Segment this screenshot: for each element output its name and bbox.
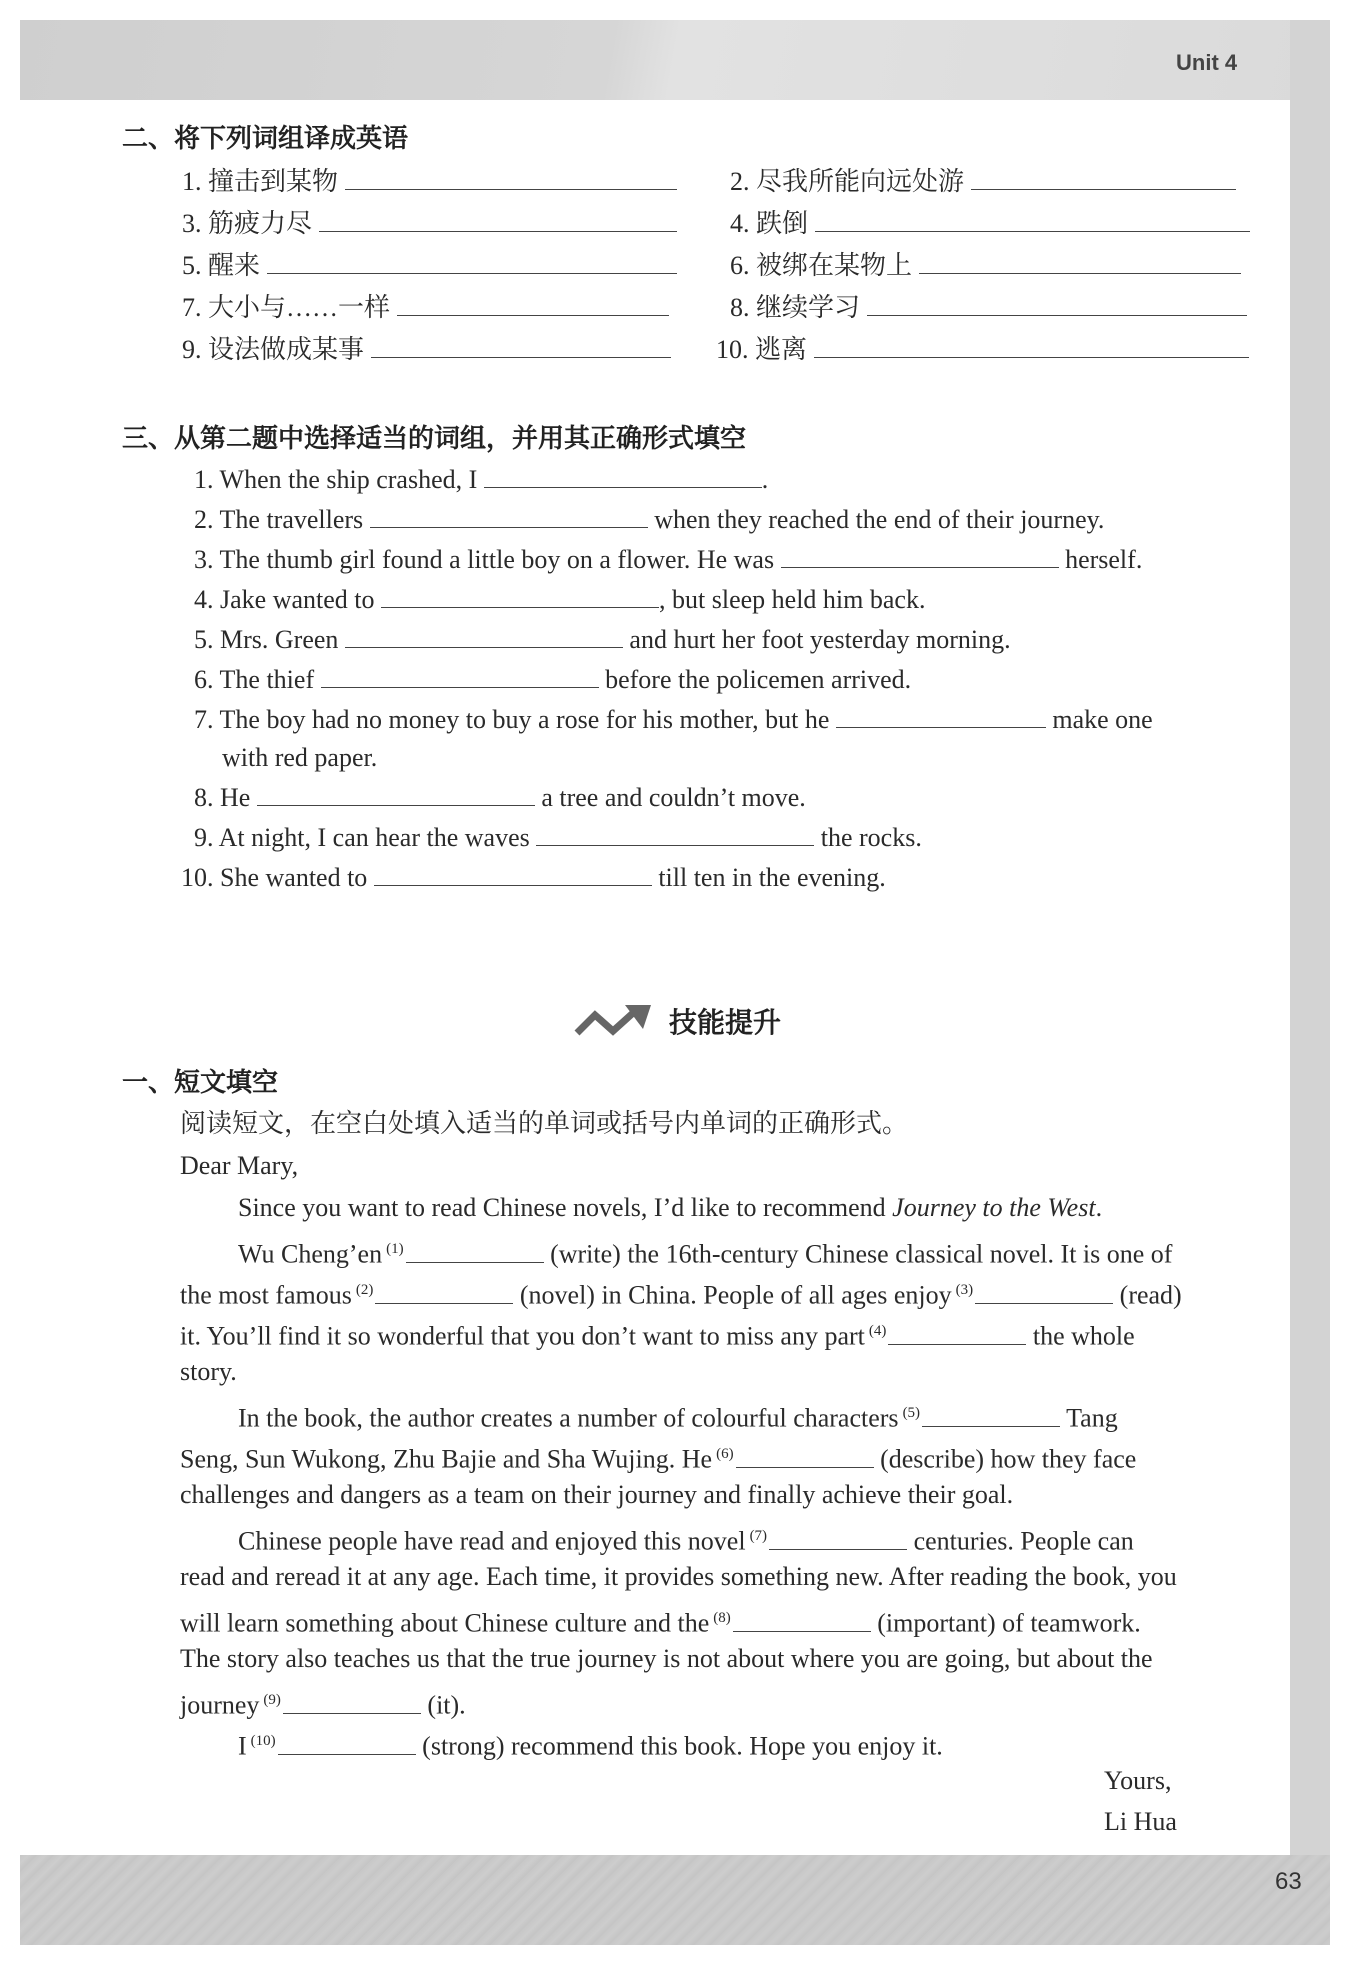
instruction: 阅读短文，在空白处填入适当的单词或括号内单词的正确形式。 <box>180 1109 909 1138</box>
list-item: 1. 撞击到某物 <box>182 166 677 198</box>
answer-blank[interactable] <box>370 505 648 528</box>
answer-blank[interactable] <box>397 293 669 316</box>
answer-blank[interactable] <box>922 1404 1060 1427</box>
list-item: 4. 跌倒 <box>730 208 1250 240</box>
sentence-3: 3. The thumb girl found a little boy on a flower. He was herself. <box>194 545 1143 574</box>
sentence-10: 10. She wanted to till ten in the evening. <box>181 863 886 892</box>
list-item: 8. 继续学习 <box>730 292 1247 324</box>
skills-heading: 一、短文填空 <box>122 1068 279 1098</box>
answer-blank[interactable] <box>374 863 652 886</box>
answer-blank[interactable] <box>814 335 1249 358</box>
list-item: 3. 筋疲力尽 <box>182 208 677 240</box>
sentence-7-cont: with red paper. <box>222 743 378 772</box>
answer-blank[interactable] <box>257 783 535 806</box>
unit-label: Unit 4 <box>1176 50 1238 75</box>
sentence-9: 9. At night, I can hear the waves the rocks. <box>194 823 922 852</box>
answer-blank[interactable] <box>836 705 1046 728</box>
sentence-1: 1. When the ship crashed, I . <box>194 465 769 494</box>
passage-line: In the book, the author creates a number of colourful characters $^{(5)}$ Tang <box>238 1403 1118 1433</box>
answer-blank[interactable] <box>971 167 1236 190</box>
section-title <box>573 996 781 1046</box>
passage-line: read and reread it at any age. Each time, it provides something new. After reading the book, you <box>180 1562 1177 1591</box>
answer-blank[interactable] <box>267 251 677 274</box>
greeting: Dear Mary, <box>180 1151 299 1180</box>
passage-line: journey $^{(9)}$ (it). <box>180 1690 466 1720</box>
answer-blank[interactable] <box>733 1609 871 1632</box>
answer-blank[interactable] <box>278 1732 416 1755</box>
passage-line: Chinese people have read and enjoyed this novel $^{(7)}$ centuries. People can <box>238 1526 1134 1556</box>
answer-blank[interactable] <box>345 167 677 190</box>
section-title-text: 技能提升 <box>669 1006 782 1039</box>
answer-blank[interactable] <box>484 465 762 488</box>
list-item: 10. 逃离 <box>716 334 1249 366</box>
bottom-band <box>20 1855 1330 1945</box>
passage-line: Seng, Sun Wukong, Zhu Bajie and Sha Wujing. He $^{(6)}$ (describe) how they face <box>180 1444 1137 1474</box>
passage-line: it. You’ll find it so wonderful that you don’t want to miss any part $^{(4)}$ the whole <box>180 1321 1135 1351</box>
passage-line: Wu Cheng’en $^{(1)}$ (write) the 16th-century Chinese classical novel. It is one of <box>238 1239 1173 1269</box>
answer-blank[interactable] <box>919 251 1241 274</box>
sentence-8: 8. He a tree and couldn’t move. <box>194 783 806 812</box>
list-item: 5. 醒来 <box>182 250 677 282</box>
list-item: 2. 尽我所能向远处游 <box>730 166 1236 198</box>
sentence-5: 5. Mrs. Green and hurt her foot yesterday morning. <box>194 625 1011 654</box>
answer-blank[interactable] <box>769 1527 907 1550</box>
answer-blank[interactable] <box>283 1691 421 1714</box>
list-item: 6. 被绑在某物上 <box>730 250 1241 282</box>
right-band <box>1290 20 1330 1860</box>
passage-line: The story also teaches us that the true journey is not about where you are going, but about the <box>180 1644 1153 1673</box>
answer-blank[interactable] <box>536 823 814 846</box>
answer-blank[interactable] <box>867 293 1247 316</box>
passage-line: I $^{(10)}$ (strong) recommend this book. Hope you enjoy it. <box>238 1731 943 1761</box>
answer-blank[interactable] <box>888 1322 1026 1345</box>
passage-line: challenges and dangers as a team on their journey and finally achieve their goal. <box>180 1480 1014 1509</box>
sentence-2: 2. The travellers when they reached the end of their journey. <box>194 505 1105 534</box>
list-item: 7. 大小与……一样 <box>182 292 669 324</box>
passage-line: the most famous $^{(2)}$ (novel) in China. People of all ages enjoy $^{(3)}$ (read) <box>180 1280 1182 1310</box>
signature: Li Hua <box>1104 1807 1177 1836</box>
answer-blank[interactable] <box>736 1445 874 1468</box>
answer-blank[interactable] <box>371 335 671 358</box>
list-item: 9. 设法做成某事 <box>182 334 671 366</box>
answer-blank[interactable] <box>375 1281 513 1304</box>
answer-blank[interactable] <box>975 1281 1113 1304</box>
sentence-4: 4. Jake wanted to , but sleep held him back. <box>194 585 926 614</box>
page-number: 63 <box>1275 1868 1302 1895</box>
sentence-7: 7. The boy had no money to buy a rose for his mother, but he make one <box>194 705 1153 734</box>
closing: Yours, <box>1104 1766 1172 1795</box>
part2-heading: 二、将下列词组译成英语 <box>122 124 409 154</box>
answer-blank[interactable] <box>321 665 599 688</box>
sentence-6: 6. The thief before the policemen arrived. <box>194 665 912 694</box>
passage-line: will learn something about Chinese culture and the $^{(8)}$ (important) of teamwork. <box>180 1608 1141 1638</box>
part3-heading: 三、从第二题中选择适当的词组，并用其正确形式填空 <box>122 424 747 454</box>
answer-blank[interactable] <box>406 1240 544 1263</box>
answer-blank[interactable] <box>815 209 1250 232</box>
answer-blank[interactable] <box>381 585 659 608</box>
answer-blank[interactable] <box>781 545 1059 568</box>
answer-blank[interactable] <box>345 625 623 648</box>
top-band <box>20 20 1330 100</box>
passage-line: story. <box>180 1357 237 1386</box>
passage-line: Since you want to read Chinese novels, I’d like to recommend Journey to the West. <box>238 1193 1103 1222</box>
answer-blank[interactable] <box>319 209 677 232</box>
zigzag-arrow-icon <box>573 1001 655 1041</box>
